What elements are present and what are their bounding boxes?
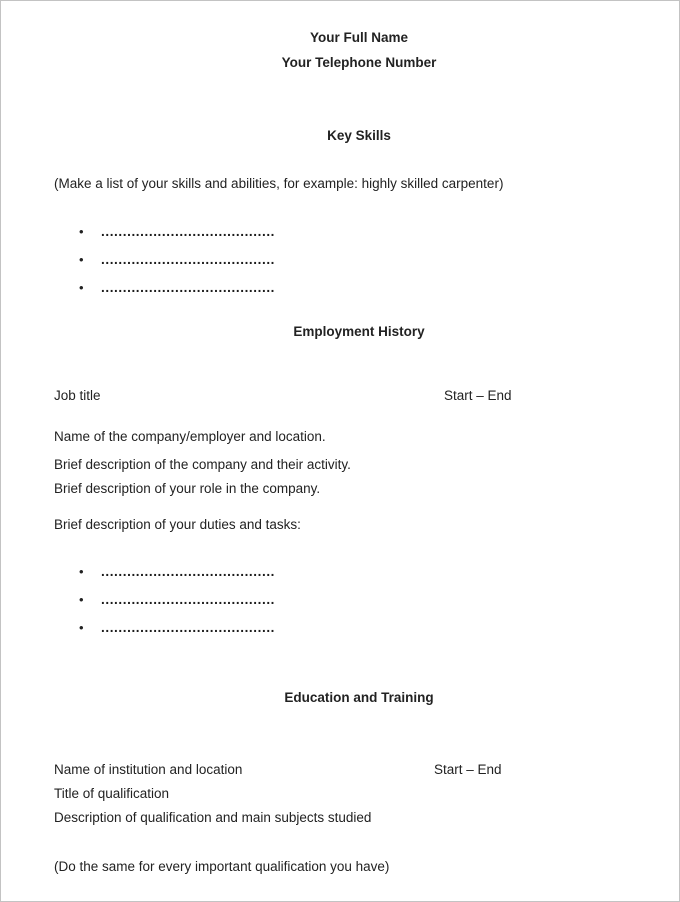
list-item xyxy=(54,614,664,642)
bullet-icon: • xyxy=(79,564,84,579)
role-placeholder: Brief description of your role in the company. xyxy=(54,481,321,496)
list-item xyxy=(54,586,664,614)
employment-date-range: Start – End xyxy=(444,388,512,403)
education-note: (Do the same for every important qualification you have) xyxy=(54,859,390,874)
job-title-row xyxy=(54,387,664,405)
bullet-icon: • xyxy=(79,280,84,295)
institution-row xyxy=(54,761,664,779)
list-item xyxy=(54,218,664,246)
employment-history-heading: Employment History xyxy=(293,324,425,339)
bullet-icon: • xyxy=(79,592,84,607)
duty-placeholder-line: ........................................ xyxy=(101,620,276,635)
key-skills-hint: (Make a list of your skills and abilities, for example: highly skilled carpenter) xyxy=(54,176,504,191)
telephone-placeholder: Your Telephone Number xyxy=(281,55,437,70)
list-item xyxy=(54,558,664,586)
skill-placeholder-line: ........................................ xyxy=(101,280,276,295)
bullet-icon: • xyxy=(79,620,84,635)
education-date-range: Start – End xyxy=(434,762,502,777)
duties-list xyxy=(54,558,664,642)
company-activity-placeholder: Brief description of the company and their activity. xyxy=(54,457,351,472)
education-training-heading: Education and Training xyxy=(284,690,434,705)
duties-label: Brief description of your duties and tasks: xyxy=(54,517,301,532)
key-skills-heading: Key Skills xyxy=(327,128,391,143)
job-title-placeholder: Job title xyxy=(54,388,101,403)
bullet-icon: • xyxy=(79,252,84,267)
qualification-description-placeholder: Description of qualification and main subjects studied xyxy=(54,810,372,825)
qualification-title-placeholder: Title of qualification xyxy=(54,786,170,801)
duty-placeholder-line: ........................................ xyxy=(101,564,276,579)
duty-placeholder-line: ........................................ xyxy=(101,592,276,607)
skill-placeholder-line: ........................................ xyxy=(101,252,276,267)
bullet-icon: • xyxy=(79,224,84,239)
skill-placeholder-line: ........................................ xyxy=(101,224,276,239)
full-name-placeholder: Your Full Name xyxy=(309,30,408,45)
company-name-placeholder: Name of the company/employer and location. xyxy=(54,429,326,444)
list-item xyxy=(54,246,664,274)
key-skills-list xyxy=(54,218,664,302)
institution-placeholder: Name of institution and location xyxy=(54,762,243,777)
list-item xyxy=(54,274,664,302)
